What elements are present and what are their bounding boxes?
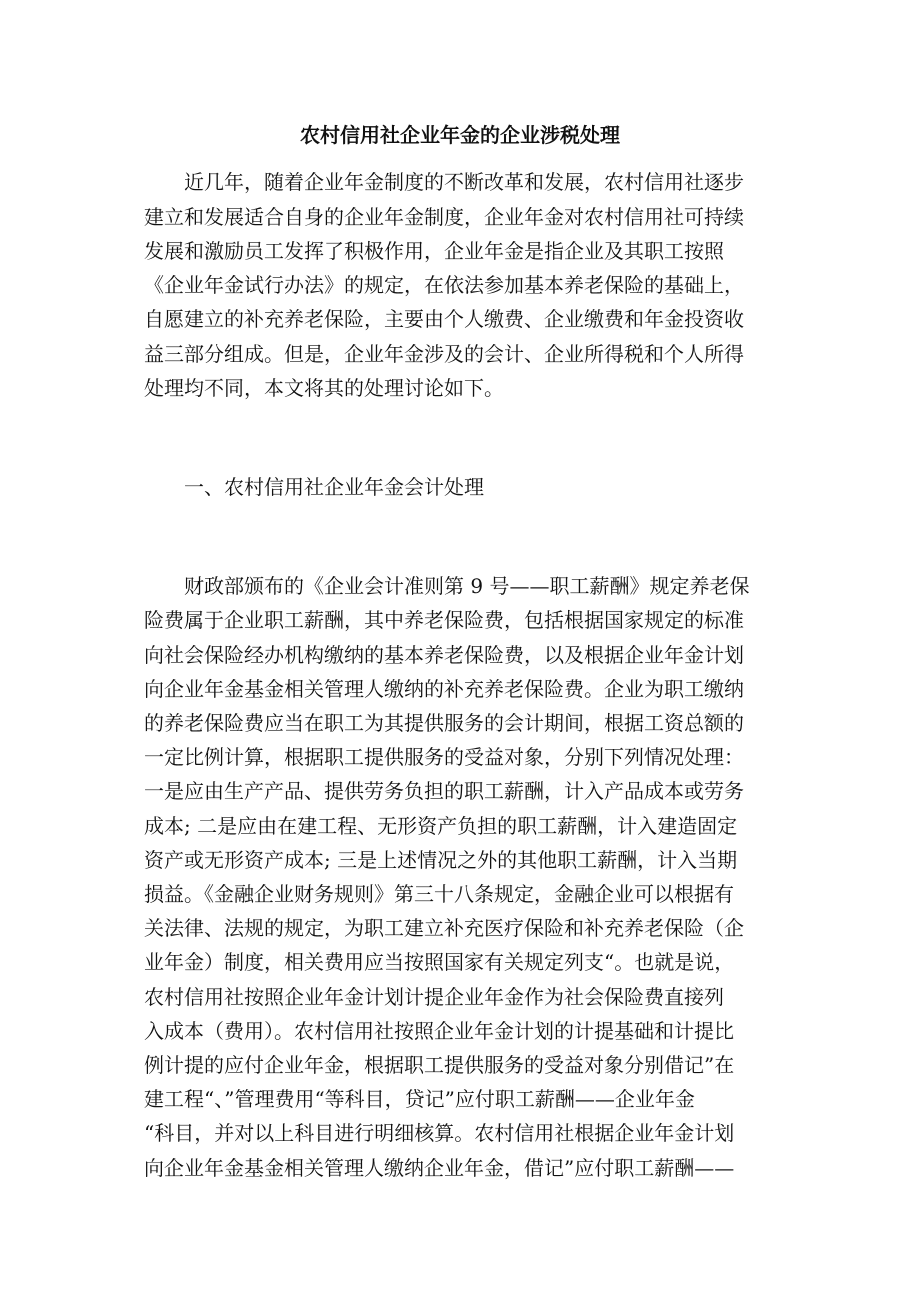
section-heading: 一、农村信用社企业年金会计处理 <box>184 475 484 499</box>
document-title: 农村信用社企业年金的企业涉税处理 <box>300 123 620 147</box>
body-line: 向社会保险经办机构缴纳的基本养老保险费，以及根据企业年金计划 <box>144 643 744 667</box>
body-line: 损益。《金融企业财务规则》第三十八条规定，金融企业可以根据有 <box>144 882 734 906</box>
body-line: 一定比例计算，根据职工提供服务的受益对象，分别下列情况处理： <box>144 745 744 769</box>
body-line: 农村信用社按照企业年金计划计提企业年金作为社会保险费直接列 <box>144 985 724 1009</box>
intro-line: 发展和激励员工发挥了积极作用，企业年金是指企业及其职工按照 <box>144 239 724 263</box>
intro-line: 《企业年金试行办法》的规定，在依法参加基本养老保险的基础上， <box>144 273 744 297</box>
body-line: 向企业年金基金相关管理人缴纳的补充养老保险费。企业为职工缴纳 <box>144 677 744 701</box>
body-line: 业年金）制度，相关费用应当按照国家有关规定列支“。也就是说， <box>144 950 735 974</box>
body-line: 建工程“、”管理费用“等科目，贷记”应付职工薪酬——企业年金 <box>144 1087 695 1111</box>
body-line: 险费属于企业职工薪酬，其中养老保险费，包括根据国家规定的标准 <box>144 608 744 632</box>
body-line: 例计提的应付企业年金，根据职工提供服务的受益对象分别借记”在 <box>144 1053 735 1077</box>
body-line: 一是应由生产产品、提供劳务负担的职工薪酬，计入产品成本或劳务 <box>144 779 744 803</box>
body-line: 向企业年金基金相关管理人缴纳企业年金，借记”应付职工薪酬—— <box>144 1156 735 1180</box>
body-line: 的养老保险费应当在职工为其提供服务的会计期间，根据工资总额的 <box>144 711 744 735</box>
body-line: 资产或无形资产成本; 三是上述情况之外的其他职工薪酬，计入当期 <box>144 848 738 872</box>
body-line: 成本; 二是应由在建工程、无形资产负担的职工薪酬，计入建造固定 <box>144 814 738 838</box>
intro-line: 建立和发展适合自身的企业年金制度，企业年金对农村信用社可持续 <box>144 205 744 229</box>
intro-line: 处理均不同，本文将其的处理讨论如下。 <box>144 376 504 400</box>
intro-line: 自愿建立的补充养老保险，主要由个人缴费、企业缴费和年金投资收 <box>144 307 744 331</box>
body-line: 关法律、法规的规定，为职工建立补充医疗保险和补充养老保险（企 <box>144 916 744 940</box>
intro-line: 近几年，随着企业年金制度的不断改革和发展，农村信用社逐步 <box>184 170 744 194</box>
body-line: 入成本（费用）。农村信用社按照企业年金计划的计提基础和计提比 <box>144 1019 734 1043</box>
body-line: “科目，并对以上科目进行明细核算。农村信用社根据企业年金计划 <box>144 1121 735 1145</box>
body-line: 财政部颁布的《企业会计准则第 9 号——职工薪酬》规定养老保 <box>184 574 750 598</box>
intro-line: 益三部分组成。但是，企业年金涉及的会计、企业所得税和个人所得 <box>144 342 744 366</box>
